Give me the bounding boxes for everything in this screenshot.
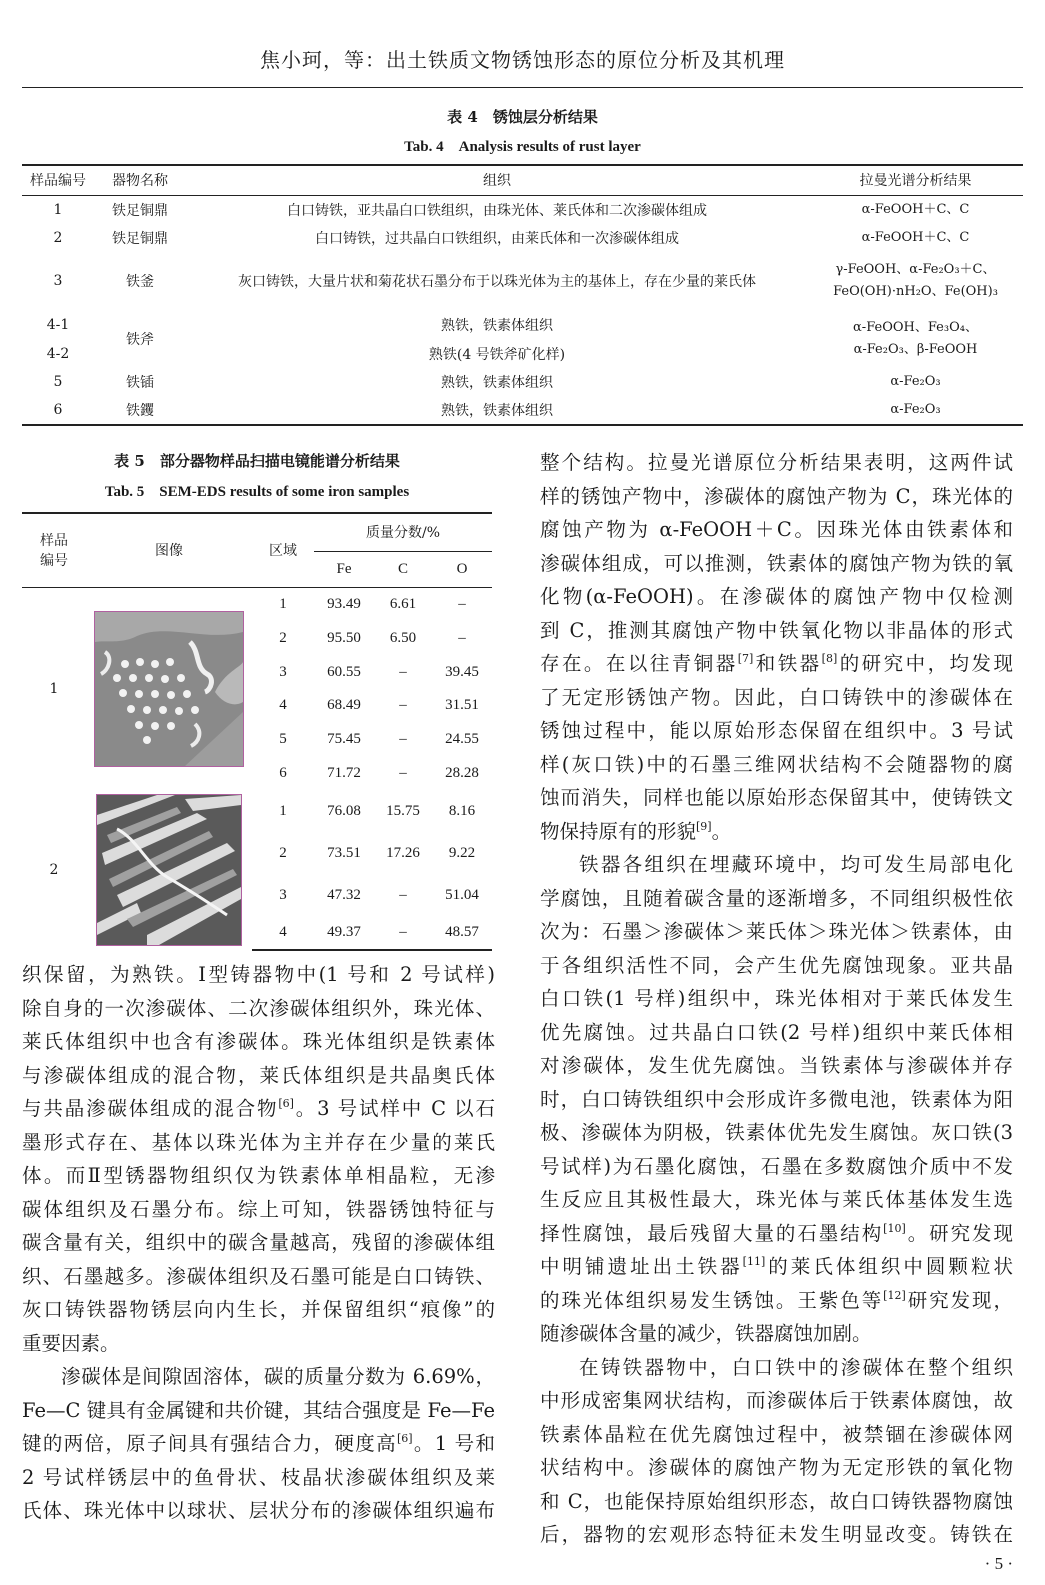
table5-image-cell bbox=[86, 587, 252, 790]
text-line: 化物(α-FeOOH)。在渗碳体的腐蚀产物中仅检测 bbox=[540, 585, 1013, 608]
table4-header: 拉曼光谱分析结果 bbox=[808, 165, 1023, 195]
table5-header-o: O bbox=[432, 551, 492, 587]
text-line bbox=[22, 1427, 495, 1461]
table5-c: 6.50 bbox=[389, 629, 417, 646]
text-line: 灰口铸铁器物锈层向内生长，并保留组织“痕像”的 bbox=[22, 1298, 495, 1321]
text-line: 优先腐蚀。过共晶白口铁(2 号样)组织中莱氏体相 bbox=[540, 1020, 1013, 1044]
table4-raman bbox=[808, 310, 1023, 368]
table5-c: – bbox=[399, 730, 407, 747]
text-run: 。3 号试样中 C 以石 bbox=[293, 1097, 495, 1120]
text-line: 织、石墨越多。渗碳体组织及石墨可能是白口铸铁、 bbox=[22, 1264, 495, 1288]
table5-fe: 76.08 bbox=[327, 803, 361, 819]
table4-structure: 白口铸铁，过共晶白口铁组织，由莱氏体和一次渗碳体组成 bbox=[315, 231, 679, 247]
text-line bbox=[540, 1217, 1013, 1251]
table4-id: 4-2 bbox=[46, 345, 70, 362]
text-line: 学腐蚀，且随着碳含量的逐渐增多，不同组织极性依 bbox=[540, 886, 1013, 910]
text-run: 中明铺遗址出土铁器 bbox=[540, 1255, 743, 1278]
text-line: 除自身的一次渗碳体、二次渗碳体组织外，珠光体、 bbox=[22, 996, 495, 1020]
text-run: 择性腐蚀，最后残留大量的石墨结构 bbox=[540, 1221, 884, 1245]
table4-structure: 灰口铸铁，大量片状和菊花状石墨分布于以珠光体为主的基体上，存在少量的莱氏体 bbox=[238, 274, 756, 290]
table5-region: 4 bbox=[252, 916, 314, 950]
table5-o: 24.55 bbox=[445, 730, 479, 747]
table5-c: 15.75 bbox=[386, 803, 420, 819]
running-head: 焦小珂，等：出土铁质文物锈蚀形态的原位分析及其机理 bbox=[260, 48, 785, 72]
table5-o: 48.57 bbox=[432, 916, 492, 950]
table5-fe: 75.45 bbox=[327, 730, 361, 747]
table4-name: 铁钁 bbox=[94, 396, 186, 425]
table5-header-c: C bbox=[374, 551, 432, 587]
table5-fe: 68.49 bbox=[327, 697, 361, 713]
text-line: 在铸铁器物中，白口铁中的渗碳体在整个组织 bbox=[579, 1355, 1013, 1379]
text-line bbox=[540, 1250, 1013, 1284]
table5-region: 2 bbox=[279, 629, 287, 646]
text-line: 铁素体晶粒在优先腐蚀过程中，被禁锢在渗碳体网 bbox=[540, 1422, 1013, 1446]
text-line: 极、渗碳体为阴极，铁素体优先发生腐蚀。灰口铁(3 bbox=[540, 1121, 1013, 1144]
table5-region: 3 bbox=[279, 663, 287, 680]
table5-header-mass: 质量分数/% bbox=[314, 513, 492, 551]
table5-o: 28.28 bbox=[445, 764, 479, 781]
text-run: 物保持原有的形貌 bbox=[540, 819, 697, 843]
table5-header-image: 图像 bbox=[86, 513, 252, 587]
text-run: 和铁器 bbox=[753, 652, 822, 675]
text-line: 了无定形锈蚀产物。因此，白口铸铁中的渗碳体在 bbox=[540, 685, 1013, 709]
text-run: 的研究中，均发现 bbox=[837, 652, 1013, 675]
table5-region: 1 bbox=[279, 803, 287, 819]
citation: [7] bbox=[737, 652, 754, 665]
citation: [6] bbox=[278, 1097, 294, 1110]
table5-fe: 73.51 bbox=[327, 845, 361, 861]
table-row bbox=[22, 224, 1023, 252]
table4 bbox=[22, 164, 1023, 426]
sem-micrograph-2 bbox=[96, 794, 242, 946]
table5 bbox=[22, 512, 492, 951]
text-line: 铁器各组织在埋藏环境中，均可发生局部电化 bbox=[579, 853, 1013, 876]
text-line: 墨形式存在、基体以珠光体为主并存在少量的莱氏 bbox=[22, 1130, 495, 1154]
text-line: 到 C，推测其腐蚀产物中铁氧化物以非晶体的形式 bbox=[540, 618, 1013, 642]
header-rule bbox=[22, 87, 1023, 88]
table5-o: 39.45 bbox=[445, 663, 479, 680]
text-line: 渗碳体组成，可以推测，铁素体的腐蚀产物为铁的氧 bbox=[540, 551, 1013, 575]
text-run: 研究发现， bbox=[905, 1288, 1013, 1312]
table4-id: 5 bbox=[53, 374, 63, 390]
table4-name: 铁釜 bbox=[126, 274, 154, 290]
table5-header bbox=[22, 513, 86, 587]
table5-header-region: 区域 bbox=[252, 513, 314, 587]
table4-name: 铁斧 bbox=[126, 332, 154, 348]
text-run: 存在。在以往青铜器 bbox=[540, 652, 738, 675]
text-line: 中形成密集网状结构，而渗碳体后于铁素体腐蚀，故 bbox=[540, 1389, 1013, 1412]
text-line: 莱氏体组织中也含有渗碳体。珠光体组织是铁素体 bbox=[22, 1030, 495, 1053]
table4-raman: α-Fe₂O₃ bbox=[808, 396, 1023, 425]
table4-structure: 熟铁，铁素体组织 bbox=[186, 396, 808, 425]
citation: [10] bbox=[883, 1221, 906, 1235]
table5-header-sample: 样品 bbox=[40, 533, 68, 550]
table5-fe: 47.32 bbox=[327, 886, 361, 903]
table5-fe: 60.55 bbox=[327, 663, 361, 680]
table-row bbox=[22, 310, 1023, 339]
table4-id: 4-1 bbox=[46, 316, 70, 333]
table4-raman: α-FeOOH＋C、C bbox=[861, 230, 970, 245]
citation: [8] bbox=[821, 652, 838, 665]
table5-fe: 71.72 bbox=[327, 764, 361, 781]
table4-raman-line: γ-FeOOH、α-Fe₂O₃＋C、 bbox=[835, 262, 996, 277]
table5-c: – bbox=[399, 697, 407, 713]
text-line: 样的锈蚀产物中，渗碳体的腐蚀产物为 C，珠光体的 bbox=[540, 484, 1013, 508]
table5-region: 1 bbox=[279, 595, 287, 612]
table4-header: 组织 bbox=[186, 165, 808, 195]
table5-o: – bbox=[458, 629, 466, 646]
text-line: 和 C，也能保持原始组织形态，故白口铸铁器物腐蚀 bbox=[540, 1489, 1013, 1513]
table5-o: 31.51 bbox=[445, 697, 479, 713]
table5-c: – bbox=[399, 764, 407, 781]
table5-fe: 49.37 bbox=[314, 916, 374, 950]
table5-sample-id: 1 bbox=[49, 680, 59, 697]
table5-region: 3 bbox=[279, 886, 287, 903]
text-line: 时，白口铸铁组织中会形成许多微电池，铁素体为阳 bbox=[540, 1087, 1013, 1111]
text-line: 蚀而消失，同样也能以原始形态保留其中，使铸铁文 bbox=[540, 786, 1013, 809]
table5-o: 9.22 bbox=[448, 845, 476, 861]
table4-id: 6 bbox=[22, 396, 94, 425]
text-line: 体。而Ⅱ型锈器物组织仅为铁素体单相晶粒，无渗 bbox=[22, 1164, 495, 1187]
text-line: 状结构中。渗碳体的腐蚀产物为无定形铁的氧化物 bbox=[540, 1456, 1013, 1479]
table4-raman: α-Fe₂O₃ bbox=[890, 374, 941, 389]
text-run: 。1 号和 bbox=[412, 1432, 495, 1455]
text-line: 整个结构。拉曼光谱原位分析结果表明，这两件试 bbox=[540, 451, 1013, 474]
table4-id: 2 bbox=[53, 230, 63, 246]
text-line: 与渗碳体组成的混合物，莱氏体组织是共晶奥氏体 bbox=[22, 1063, 495, 1087]
text-line: 2 号试样锈层中的鱼骨状、枝晶状渗碳体组织及莱 bbox=[22, 1465, 495, 1489]
table4-id: 3 bbox=[53, 273, 63, 289]
table-row bbox=[22, 790, 492, 833]
table5-c: – bbox=[399, 886, 407, 903]
table5-image-cell bbox=[86, 790, 252, 950]
sem-micrograph-1 bbox=[94, 611, 244, 767]
text-line: 随渗碳体含量的减少，铁器腐蚀加剧。 bbox=[540, 1322, 872, 1345]
table4-name: 铁锸 bbox=[126, 375, 154, 391]
text-line: 氏体、珠光体中以球状、层状分布的渗碳体组织遍布 bbox=[22, 1499, 495, 1522]
table5-o: 8.16 bbox=[448, 803, 476, 819]
table-row bbox=[22, 195, 1023, 224]
table4-structure: 熟铁(4 号铁斧矿化样) bbox=[428, 346, 566, 363]
citation: [12] bbox=[883, 1288, 906, 1302]
text-line: 于各组织活性不同，会产生优先腐蚀现象。亚共晶 bbox=[540, 953, 1013, 977]
table4-raman-line: α-FeOOH、Fe₃O₄、 bbox=[853, 320, 978, 335]
table5-region: 6 bbox=[279, 764, 287, 781]
text-line: 碳体组织及石墨分布。综上可知，铁器锈蚀特征与 bbox=[22, 1197, 495, 1221]
text-line: 次为：石墨＞渗碳体＞莱氏体＞珠光体＞铁素体，由 bbox=[540, 920, 1013, 943]
text-run: 。研究发现 bbox=[905, 1221, 1013, 1245]
table-row bbox=[22, 396, 1023, 425]
text-line: 织保留，为熟铁。Ⅰ型铸器物中(1 号和 2 号试样) bbox=[22, 963, 495, 986]
table4-structure: 熟铁，铁素体组织 bbox=[441, 375, 553, 391]
text-line: 后，器物的宏观形态特征未发生明显改变。铸铁在 bbox=[540, 1523, 1013, 1546]
table4-raman-line: α-Fe₂O₃、β-FeOOH bbox=[853, 342, 978, 357]
table-row bbox=[22, 252, 1023, 310]
table4-header: 样品编号 bbox=[22, 165, 94, 195]
table5-region: 4 bbox=[279, 697, 287, 713]
text-run: 。 bbox=[711, 819, 732, 843]
table-row bbox=[22, 368, 1023, 396]
table5-o: – bbox=[458, 595, 466, 612]
page-number: · 5 · bbox=[984, 1554, 1013, 1573]
citation: [11] bbox=[742, 1255, 766, 1268]
text-line: 白口铁(1 号样)组织中，珠光体相对于莱氏体发生 bbox=[540, 987, 1013, 1010]
table5-fe: 95.50 bbox=[327, 629, 361, 646]
table5-region: 2 bbox=[279, 845, 287, 861]
table5-sample-id: 2 bbox=[49, 862, 59, 878]
text-line bbox=[540, 647, 1013, 681]
table4-name: 铁足铜鼎 bbox=[112, 231, 168, 247]
text-run: 的莱氏体组织中圆颗粒状 bbox=[765, 1255, 1013, 1278]
table4-caption-en: Tab. 4 Analysis results of rust layer bbox=[404, 139, 641, 155]
text-line: 锈蚀过程中，能以原始形态保留在组织中。3 号试 bbox=[540, 719, 1013, 742]
text-line: 号试样)为石墨化腐蚀，石墨在多数腐蚀介质中不发 bbox=[540, 1154, 1013, 1178]
table5-c: – bbox=[399, 663, 407, 680]
table4-name: 铁足铜鼎 bbox=[112, 202, 168, 219]
table4-caption-cn: 表 4 锈蚀层分析结果 bbox=[447, 108, 598, 126]
table5-header-fe: Fe bbox=[314, 551, 374, 587]
table5-caption-en: Tab. 5 SEM-EDS results of some iron samples bbox=[104, 484, 410, 500]
text-line: 对渗碳体，发生优先腐蚀。当铁素体与渗碳体并存 bbox=[540, 1054, 1013, 1077]
table4-structure: 白口铸铁，亚共晶白口铁组织，由珠光体、莱氏体和二次渗碳体组成 bbox=[287, 202, 707, 219]
table4-raman bbox=[808, 252, 1023, 310]
text-line bbox=[22, 1092, 495, 1126]
table4-structure: 熟铁，铁素体组织 bbox=[441, 317, 553, 334]
right-column-text bbox=[540, 446, 1013, 1552]
left-column-text bbox=[22, 958, 495, 1528]
text-line bbox=[540, 1284, 1013, 1318]
table5-region: 5 bbox=[279, 730, 287, 747]
citation: [9] bbox=[696, 819, 712, 833]
table5-c: – bbox=[374, 916, 432, 950]
text-line: 生反应且其极性最大，珠光体与莱氏体基体发生选 bbox=[540, 1188, 1013, 1211]
text-line: 重要因素。 bbox=[22, 1331, 120, 1355]
table5-fe: 93.49 bbox=[327, 595, 361, 612]
text-line: 碳含量有关，组织中的碳含量越高，残留的渗碳体组 bbox=[22, 1231, 495, 1254]
table5-c: 17.26 bbox=[386, 845, 420, 861]
text-run: 的珠光体组织易发生锈蚀。王紫色等 bbox=[540, 1288, 884, 1312]
text-line: 渗碳体是间隙固溶体，碳的质量分数为 6.69%， bbox=[61, 1365, 495, 1388]
table5-c: 6.61 bbox=[389, 595, 417, 612]
table5-header-sample: 编号 bbox=[40, 553, 68, 570]
text-line bbox=[540, 815, 1013, 849]
text-run: 与共晶渗碳体组成的混合物 bbox=[22, 1097, 279, 1120]
table5-o: 51.04 bbox=[445, 886, 479, 903]
table4-id: 1 bbox=[53, 201, 63, 218]
citation: [6] bbox=[396, 1432, 413, 1445]
table4-raman-line: FeO(OH)·nH₂O、Fe(OH)₃ bbox=[833, 284, 998, 299]
text-line: 腐蚀产物为 α-FeOOH＋C。因珠光体由铁素体和 bbox=[540, 518, 1013, 541]
text-run: 键的两倍，原子间具有强结合力，硬度高 bbox=[22, 1432, 397, 1455]
table-row bbox=[22, 587, 492, 621]
table4-header: 器物名称 bbox=[94, 165, 186, 195]
table5-caption-cn: 表 5 部分器物样品扫描电镜能谱分析结果 bbox=[114, 452, 400, 470]
table4-raman: α-FeOOH＋C、C bbox=[861, 201, 970, 217]
text-line: 样(灰口铁)中的石墨三维网状结构不会随器物的腐 bbox=[540, 752, 1013, 776]
text-line: Fe—C 键具有金属键和共价键，其结合强度是 Fe—Fe bbox=[22, 1398, 495, 1422]
